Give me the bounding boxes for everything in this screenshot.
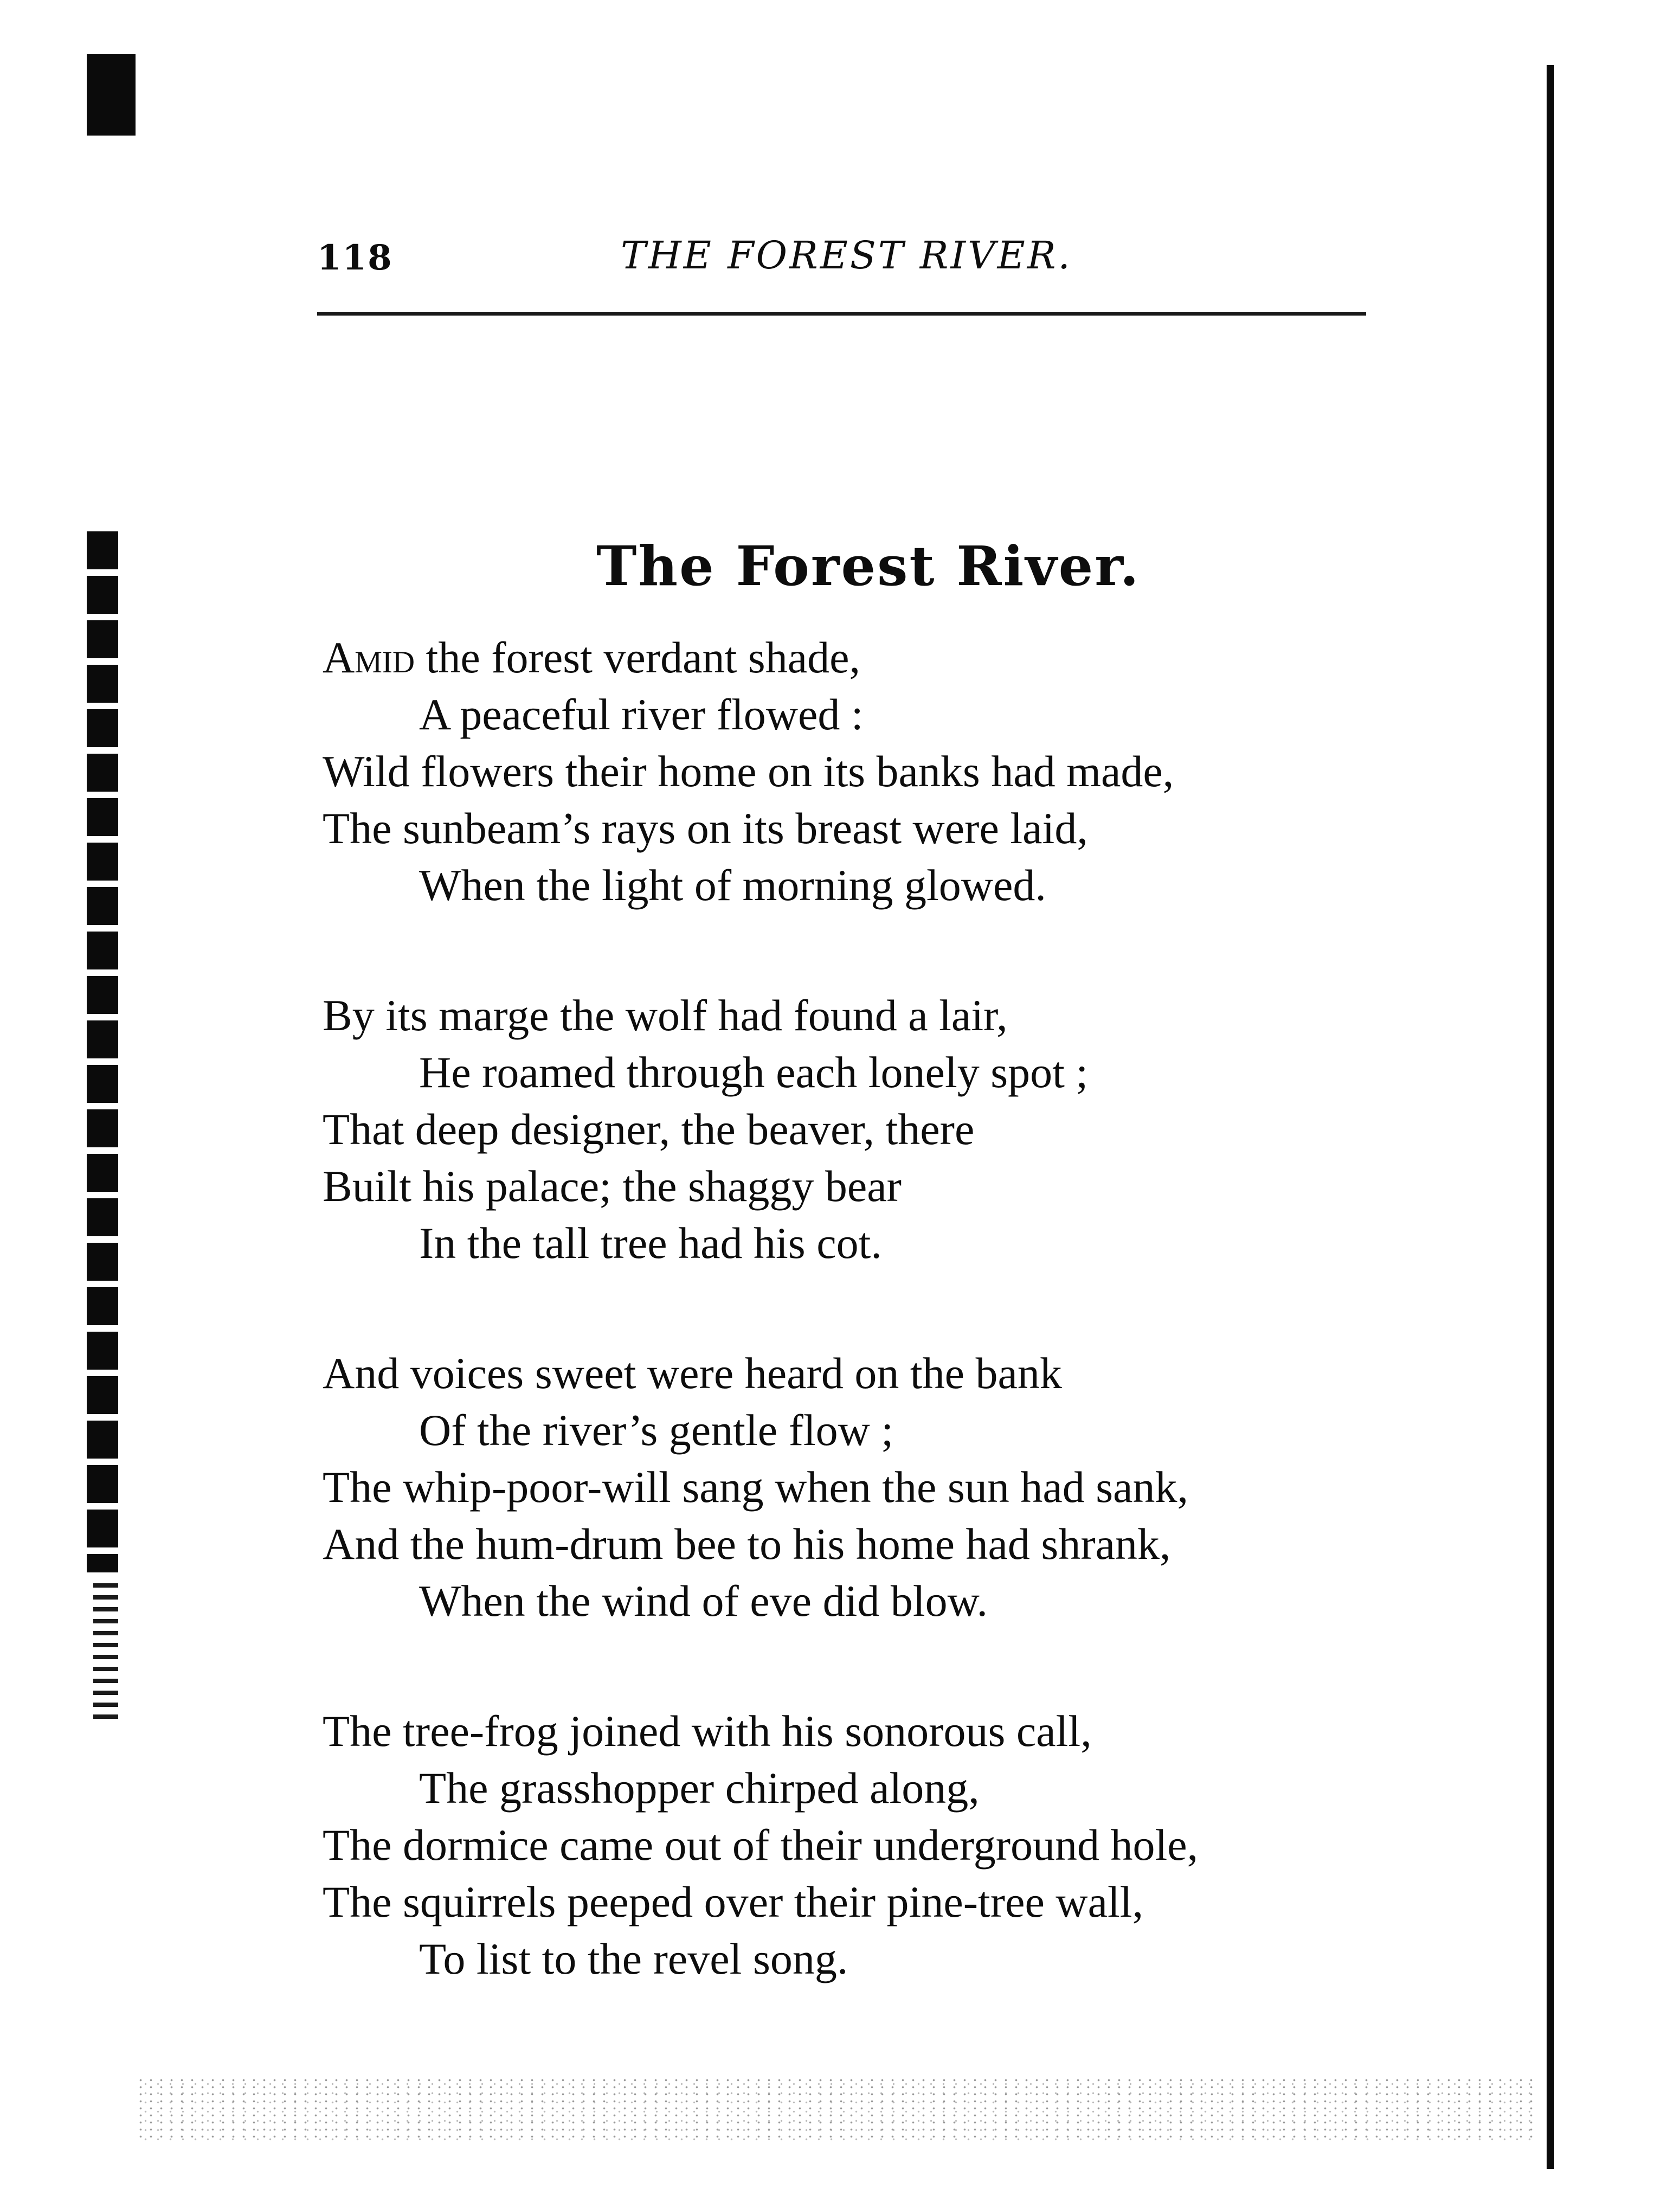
scan-binding-strip: [87, 531, 118, 1572]
scan-page-edge-line: [1547, 65, 1554, 2169]
poem-line: When the wind of eve did blow.: [419, 1576, 988, 1626]
poem-title: The Forest River.: [596, 534, 1141, 598]
poem-line: The squirrels peeped over their pine-tree wall,: [323, 1877, 1144, 1926]
poem-line: And the hum-drum bee to his home had shrank,: [323, 1519, 1171, 1569]
scan-bottom-noise: [136, 2077, 1534, 2142]
scan-binding-mark-top: [87, 54, 136, 136]
stanza-4: [323, 1703, 1407, 1987]
poem-line: The grasshopper chirped along,: [419, 1763, 980, 1813]
page-number: 118: [317, 237, 393, 278]
poem-line: He roamed through each lonely spot ;: [419, 1048, 1089, 1097]
poem-line: A peaceful river flowed :: [419, 690, 864, 739]
poem-line: [323, 629, 1407, 686]
poem-line: Built his palace; the shaggy bear: [323, 1161, 902, 1211]
stanza-3: [323, 1345, 1407, 1629]
poem-line: To list to the revel song.: [419, 1934, 848, 1983]
scan-binding-ticks: [93, 1583, 118, 1724]
poem-line: The dormice came out of their underground hole,: [323, 1820, 1199, 1870]
header-rule: [317, 312, 1366, 316]
poem-line-text: the forest verdant shade,: [426, 633, 861, 682]
poem-line: And voices sweet were heard on the bank: [323, 1348, 1062, 1398]
poem-line: The whip-poor-will sang when the sun had sank,: [323, 1462, 1189, 1512]
running-title: THE FOREST RIVER.: [621, 233, 1072, 278]
poem-line: By its marge the wolf had found a lair,: [323, 991, 1008, 1040]
poem-line: That deep designer, the beaver, there: [323, 1104, 975, 1154]
stanza-2: [323, 987, 1407, 1271]
poem-body: [323, 629, 1407, 2060]
running-header: [317, 228, 1366, 287]
poem-line: The sunbeam’s rays on its breast were laid,: [323, 804, 1088, 853]
poem-line: The tree-frog joined with his sonorous call,: [323, 1706, 1092, 1756]
poem-line: When the light of morning glowed.: [419, 860, 1046, 910]
poem-line: Wild flowers their home on its banks had made,: [323, 747, 1174, 796]
poem-line: In the tall tree had his cot.: [419, 1218, 882, 1268]
poem-line: Of the river’s gentle flow ;: [419, 1405, 894, 1455]
first-word: Amid: [323, 633, 415, 682]
stanza-1: [323, 629, 1407, 914]
